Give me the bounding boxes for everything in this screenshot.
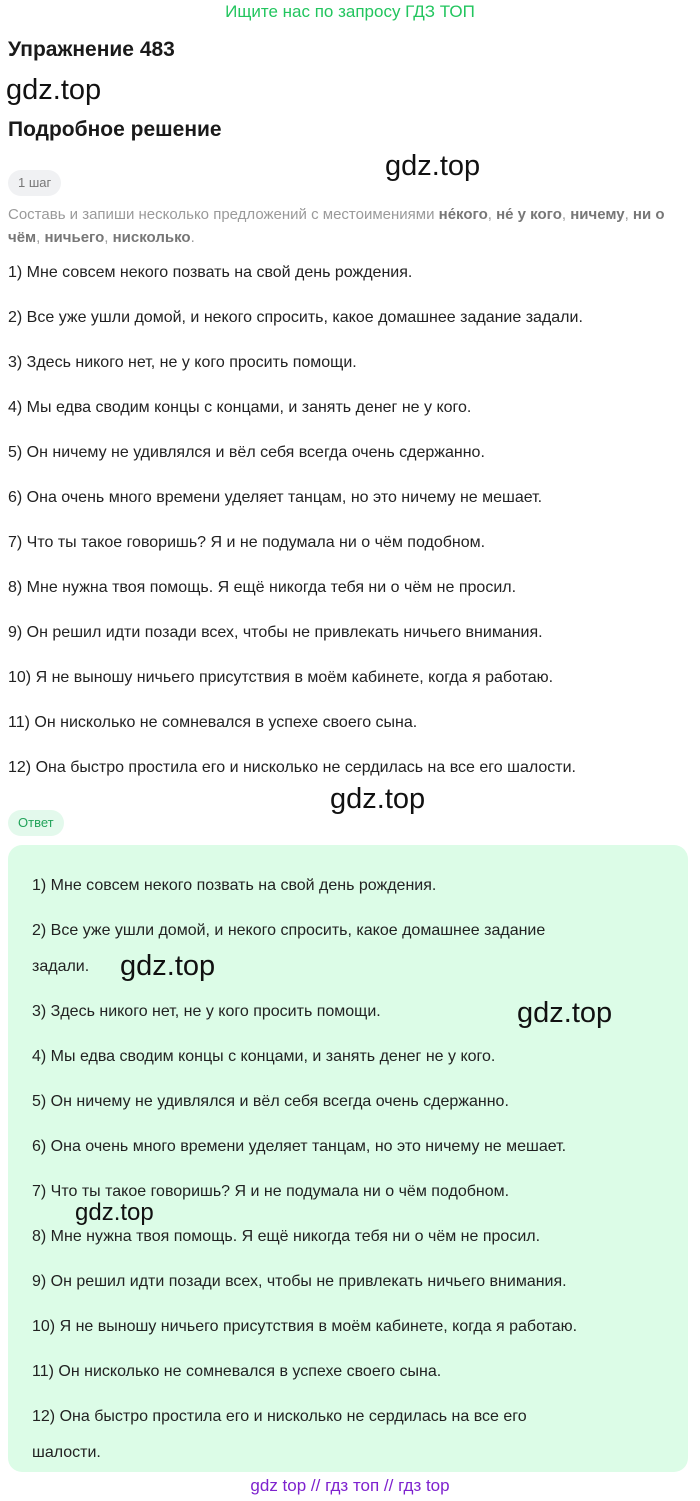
footer-links[interactable]: gdz top // гдз топ // гдз top [250, 1476, 450, 1495]
watermark: gdz.top [75, 1199, 154, 1226]
step-badge: 1 шаг [8, 170, 61, 196]
watermark: gdz.top [120, 950, 216, 982]
sentence: 11) Он нисколько не сомневался в успехе своего сына. [8, 714, 418, 731]
sentence: 8) Мне нужна твоя помощь. Я ещё никогда тебя ни о чём не просил. [8, 579, 517, 596]
sentence: 1) Мне совсем некого позвать на свой день рождения. [8, 264, 413, 281]
answer-line: шалости. [32, 1444, 101, 1461]
sentence: 10) Я не выношу ничьего присутствия в моём кабинете, когда я работаю. [8, 669, 554, 686]
answer-line: 8) Мне нужна твоя помощь. Я ещё никогда тебя ни о чём не просил. [32, 1228, 541, 1245]
answer-line: 4) Мы едва сводим концы с концами, и занять денег не у кого. [32, 1048, 496, 1065]
watermark: gdz.top [6, 74, 102, 106]
answer-line: 11) Он нисколько не сомневался в успехе своего сына. [32, 1363, 442, 1380]
sentence: 12) Она быстро простила его и нисколько не сердилась на все его шалости. [8, 759, 576, 776]
answer-badge: Ответ [8, 810, 64, 836]
watermark: gdz.top [330, 783, 426, 815]
top-banner: Ищите нас по запросу ГДЗ ТОП [225, 2, 475, 21]
answer-line: задали. [32, 958, 90, 975]
solution-title: Подробное решение [8, 118, 222, 141]
watermark: gdz.top [385, 150, 481, 182]
exercise-title: Упражнение 483 [8, 38, 175, 61]
answer-line: 2) Все уже ушли домой, и некого спросить, какое домашнее задание [32, 922, 546, 939]
sentence: 6) Она очень много времени уделяет танцам, но это ничему не мешает. [8, 489, 543, 506]
answer-line: 10) Я не выношу ничьего присутствия в моём кабинете, когда я работаю. [32, 1318, 578, 1335]
answer-line: 6) Она очень много времени уделяет танцам, но это ничему не мешает. [32, 1138, 567, 1155]
answer-line: 5) Он ничему не удивлялся и вёл себя всегда очень сдержанно. [32, 1093, 509, 1110]
answer-line: 3) Здесь никого нет, не у кого просить помощи. [32, 1003, 381, 1020]
sentence: 2) Все уже ушли домой, и некого спросить, какое домашнее задание задали. [8, 309, 583, 326]
sentence: 5) Он ничему не удивлялся и вёл себя всегда очень сдержанно. [8, 444, 485, 461]
answer-line: 1) Мне совсем некого позвать на свой день рождения. [32, 877, 437, 894]
answer-line: 12) Она быстро простила его и нисколько не сердилась на все его [32, 1408, 527, 1425]
sentence: 3) Здесь никого нет, не у кого просить помощи. [8, 354, 357, 371]
answer-line: 9) Он решил идти позади всех, чтобы не привлекать ничьего внимания. [32, 1273, 567, 1290]
sentence: 9) Он решил идти позади всех, чтобы не привлекать ничьего внимания. [8, 624, 543, 641]
watermark: gdz.top [517, 997, 613, 1029]
answer-line: 7) Что ты такое говоришь? Я и не подумала ни о чём подобном. [32, 1183, 510, 1200]
task-text: Составь и запиши несколько предложений с местоимениями не́кого, не́ у кого, ничему, ни о чём, ничьего, нисколько. [8, 206, 665, 246]
sentence: 4) Мы едва сводим концы с концами, и занять денег не у кого. [8, 399, 472, 416]
sentence: 7) Что ты такое говоришь? Я и не подумала ни о чём подобном. [8, 534, 486, 551]
